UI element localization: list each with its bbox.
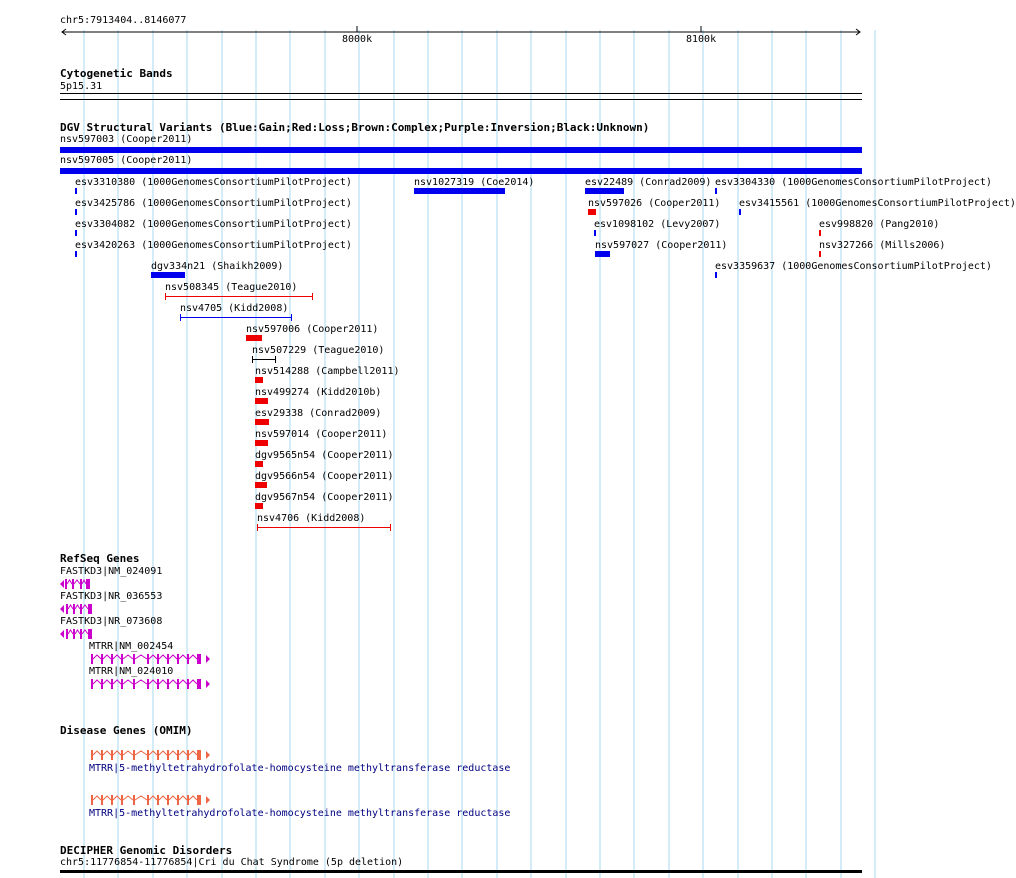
dgv-feature-label[interactable]: dgv334n21 (Shaikh2009) bbox=[151, 261, 284, 272]
dgv-feature-label[interactable]: dgv9567n54 (Cooper2011) bbox=[255, 492, 394, 503]
dgv-feature-label[interactable]: nsv4706 (Kidd2008) bbox=[257, 513, 366, 524]
dgv-feature-label[interactable]: nsv597027 (Cooper2011) bbox=[595, 240, 728, 251]
dgv-feature-label[interactable]: esv3310380 (1000GenomesConsortiumPilotProject) bbox=[75, 177, 352, 188]
dgv-feature-bar[interactable] bbox=[595, 251, 610, 257]
refseq-track-title: RefSeq Genes bbox=[60, 552, 140, 565]
dgv-feature-label[interactable]: nsv514288 (Campbell2011) bbox=[255, 366, 400, 377]
refseq-gene-glyph[interactable] bbox=[60, 628, 98, 640]
dgv-feature-label[interactable]: esv1098102 (Levy2007) bbox=[594, 219, 721, 230]
dgv-feature-label[interactable]: nsv4705 (Kidd2008) bbox=[180, 303, 289, 314]
dgv-feature-bar[interactable] bbox=[255, 377, 263, 383]
dgv-feature-bar[interactable] bbox=[75, 209, 77, 215]
dgv-feature-bar[interactable] bbox=[75, 230, 77, 236]
dgv-feature-label[interactable]: nsv597006 (Cooper2011) bbox=[246, 324, 379, 335]
dgv-feature-label[interactable]: nsv597003 (Cooper2011) bbox=[60, 134, 193, 145]
dgv-feature-label[interactable]: esv3420263 (1000GenomesConsortiumPilotProject) bbox=[75, 240, 352, 251]
dgv-feature-label[interactable]: nsv499274 (Kidd2010b) bbox=[255, 387, 382, 398]
dgv-feature-label[interactable]: esv998820 (Pang2010) bbox=[819, 219, 940, 230]
dgv-feature-bar[interactable] bbox=[715, 188, 717, 194]
ruler-tick-label: 8000k bbox=[342, 34, 373, 45]
dgv-feature-label[interactable]: esv3359637 (1000GenomesConsortiumPilotProject) bbox=[715, 261, 992, 272]
ruler[interactable] bbox=[0, 24, 890, 48]
omim-track-title: Disease Genes (OMIM) bbox=[60, 724, 193, 737]
dgv-feature-label[interactable]: esv3425786 (1000GenomesConsortiumPilotProject) bbox=[75, 198, 352, 209]
dgv-feature-label[interactable]: nsv597005 (Cooper2011) bbox=[60, 155, 193, 166]
dgv-feature-label[interactable]: nsv327266 (Mills2006) bbox=[819, 240, 946, 251]
refseq-gene-label[interactable]: MTRR|NM_024010 bbox=[89, 666, 174, 677]
dgv-feature-label[interactable]: esv3415561 (1000GenomesConsortiumPilotProject) bbox=[739, 198, 1016, 209]
dgv-feature-bar[interactable] bbox=[819, 251, 821, 257]
refseq-gene-glyph[interactable] bbox=[60, 603, 98, 615]
dgv-feature-bar[interactable] bbox=[739, 209, 741, 215]
dgv-feature-bar[interactable] bbox=[255, 461, 263, 467]
cytoband-track-title: Cytogenetic Bands bbox=[60, 67, 173, 80]
dgv-feature-label[interactable]: dgv9566n54 (Cooper2011) bbox=[255, 471, 394, 482]
dgv-feature-span[interactable] bbox=[180, 314, 292, 321]
dgv-feature-label[interactable]: esv29338 (Conrad2009) bbox=[255, 408, 382, 419]
omim-gene-label[interactable]: MTRR|5-methyltetrahydrofolate-homocysteine methyltransferase reductase bbox=[89, 763, 511, 774]
dgv-feature-label[interactable]: nsv1027319 (Coe2014) bbox=[414, 177, 535, 188]
dgv-feature-label[interactable]: nsv508345 (Teague2010) bbox=[165, 282, 298, 293]
refseq-gene-label[interactable]: FASTKD3|NR_073608 bbox=[60, 616, 163, 627]
ruler-coords: chr5:7913404..8146077 bbox=[60, 15, 187, 26]
refseq-gene-glyph[interactable] bbox=[89, 653, 211, 665]
dgv-feature-bar[interactable] bbox=[255, 398, 268, 404]
omim-gene-label[interactable]: MTRR|5-methyltetrahydrofolate-homocysteine methyltransferase reductase bbox=[89, 808, 511, 819]
dgv-feature-bar[interactable] bbox=[585, 188, 624, 194]
dgv-feature-bar[interactable] bbox=[246, 335, 262, 341]
refseq-gene-label[interactable]: MTRR|NM_002454 bbox=[89, 641, 174, 652]
cytoband-label: 5p15.31 bbox=[60, 81, 103, 92]
dgv-feature-bar[interactable] bbox=[255, 503, 263, 509]
dgv-feature-bar[interactable] bbox=[819, 230, 821, 236]
dgv-feature-bar[interactable] bbox=[151, 272, 185, 278]
dgv-track-title: DGV Structural Variants (Blue:Gain;Red:Loss;Brown:Complex;Purple:Inversion;Black:Unknown) bbox=[60, 121, 650, 134]
refseq-gene-glyph[interactable] bbox=[89, 678, 211, 690]
dgv-feature-bar[interactable] bbox=[715, 272, 717, 278]
omim-gene-glyph[interactable] bbox=[89, 794, 211, 806]
dgv-feature-label[interactable]: esv3304082 (1000GenomesConsortiumPilotProject) bbox=[75, 219, 352, 230]
refseq-gene-label[interactable]: FASTKD3|NR_036553 bbox=[60, 591, 163, 602]
dgv-feature-bar[interactable] bbox=[75, 251, 77, 257]
dgv-feature-bar[interactable] bbox=[75, 188, 77, 194]
dgv-feature-span[interactable] bbox=[165, 293, 313, 300]
dgv-feature-bar[interactable] bbox=[255, 482, 267, 488]
dgv-feature-span[interactable] bbox=[252, 356, 276, 363]
cytoband-line bbox=[60, 93, 862, 94]
omim-gene-glyph[interactable] bbox=[89, 749, 211, 761]
dgv-feature-bar[interactable] bbox=[588, 209, 596, 215]
refseq-gene-label[interactable]: FASTKD3|NM_024091 bbox=[60, 566, 163, 577]
decipher-track-title: DECIPHER Genomic Disorders bbox=[60, 844, 233, 857]
cytoband-line bbox=[60, 99, 862, 100]
dgv-feature-label[interactable]: esv3304330 (1000GenomesConsortiumPilotProject) bbox=[715, 177, 992, 188]
ruler-tick-label: 8100k bbox=[686, 34, 717, 45]
dgv-feature-label[interactable]: esv22489 (Conrad2009) bbox=[585, 177, 712, 188]
dgv-feature-bar[interactable] bbox=[594, 230, 596, 236]
dgv-feature-label[interactable]: nsv597014 (Cooper2011) bbox=[255, 429, 388, 440]
dgv-feature-bar[interactable] bbox=[414, 188, 505, 194]
dgv-feature-bar[interactable] bbox=[255, 440, 268, 446]
dgv-feature-span[interactable] bbox=[257, 524, 391, 531]
dgv-feature-bar[interactable] bbox=[60, 168, 862, 174]
dgv-feature-label[interactable]: nsv507229 (Teague2010) bbox=[252, 345, 385, 356]
dgv-feature-bar[interactable] bbox=[60, 147, 862, 153]
decipher-feature-label[interactable]: chr5:11776854-11776854|Cri du Chat Syndrome (5p deletion) bbox=[60, 857, 404, 868]
dgv-feature-bar[interactable] bbox=[255, 419, 269, 425]
refseq-gene-glyph[interactable] bbox=[60, 578, 98, 590]
dgv-feature-label[interactable]: nsv597026 (Cooper2011) bbox=[588, 198, 721, 209]
decipher-feature-bar[interactable] bbox=[60, 870, 862, 873]
dgv-feature-label[interactable]: dgv9565n54 (Cooper2011) bbox=[255, 450, 394, 461]
